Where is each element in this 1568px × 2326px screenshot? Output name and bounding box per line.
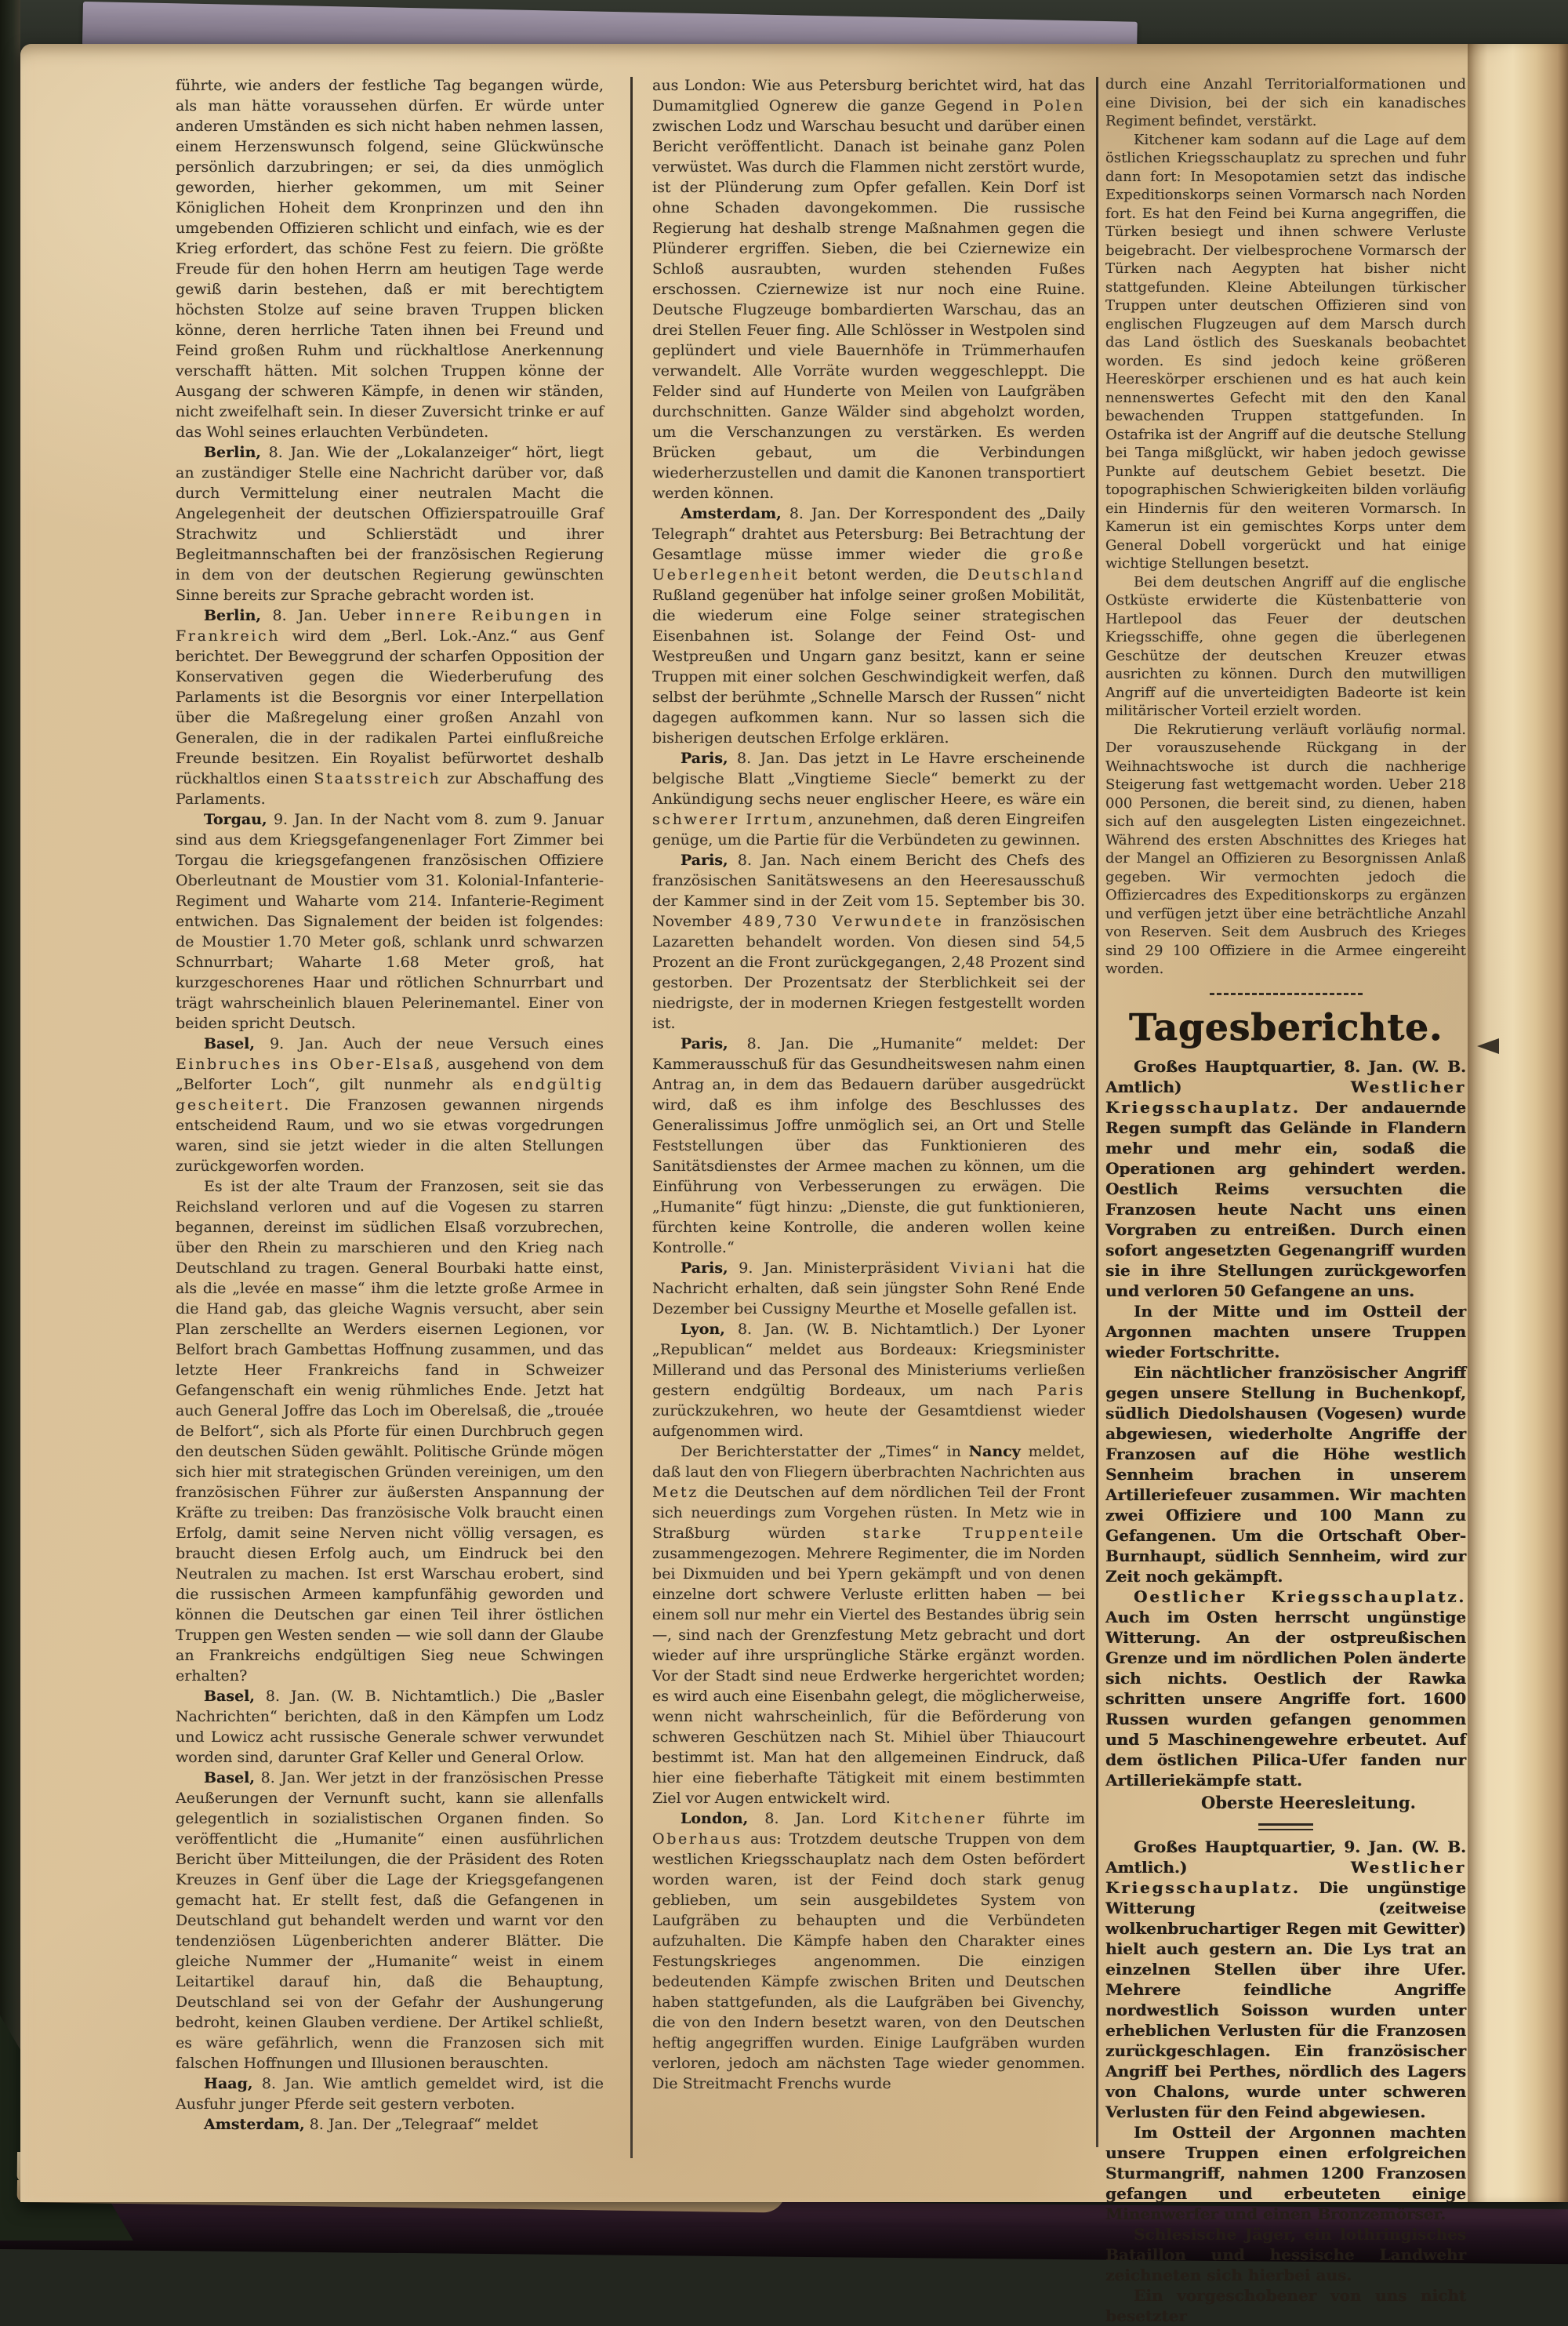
news-paragraph <box>652 75 1085 503</box>
body-text: In der Mitte und im Ostteil der Argonnen machten unsere Truppen wieder Fortschritte. <box>1105 1301 1466 1361</box>
body-text: endgültig gescheitert <box>176 1076 604 1114</box>
dateline-lead: Paris, <box>681 1035 728 1052</box>
body-text: große Ueberlegenheit <box>652 546 1085 583</box>
news-column-1 <box>176 75 604 2135</box>
body-text: Rußland gegenüber hat infolge seiner großen Mobilität, die wiederum eine Folge seiner strategischen Eisenbahnen ist. Solange der Feind Ost- und Westpreußen und Ungarn ganz besitzt, kann er seine Truppen mit einer solchen Geschwindigkeit werfen, daß selbst der berühmte „Schnelle Marsch der Russen“ nicht dagegen aufkommen kann. Nur so lassen sich die bisherigen deutschen Erfolge erklären. <box>652 587 1085 747</box>
body-text: Der andauernde Regen sumpft das Gelände in Flandern mehr und mehr ein, sodaß die Operationen arg gehindert werden. Oestlich Reims versuchten die Franzosen heute Nacht uns einen Vorgraben zu entreißen. Durch einen sofort angesetzten Gegenangriff wurden sie in ihre Stellungen zurückgeworfen und verloren 50 Gefangene an uns. <box>1105 1097 1466 1300</box>
body-text: in Polen <box>1002 97 1085 114</box>
body-text: 8. Jan. Wer jetzt in der französischen Presse Aeußerungen der Vernunft sucht, kann sie allenfalls gelegentlich in sozialistischen Organen finden. So veröffentlicht die „Humanite“ einen ausführlichen Bericht über Mitteilungen, die der Präsident des Roten Kreuzes in Genf über die Lage der Kriegsgefangenen gemacht hat. Er stellt fest, daß die Gefangenen in Deutschland gut behandelt werden und warnt vor den tendenziösen Lügenberichten anderer Blätter. Die gleiche Nummer der „Humanite“ weist in einem Leitartikel darauf hin, daß die Behauptung, Deutschland sei von der Gefahr der Aushungerung bedroht, keinen Glauben verdiene. Der Artikel schließt, es wäre gefährlich, wenn die Franzosen sich mit falschen Hoffnungen und Illusionen berauschten. <box>176 1769 604 2072</box>
dateline-lead: Paris, <box>681 750 728 767</box>
news-paragraph <box>176 809 604 1034</box>
body-text: führte im <box>986 1810 1086 1827</box>
report-paragraph <box>1105 2285 1466 2326</box>
body-text: meldet, daß laut den von Fliegern überbrachten Nachrichten aus <box>652 1443 1085 1481</box>
report-paragraph <box>1105 1837 1466 2122</box>
double-line-divider <box>1258 1823 1313 1830</box>
newspaper-page <box>20 44 1568 2325</box>
body-text: , ausgehend von dem „Belforter Loch“, gilt nunmehr als <box>176 1056 604 1093</box>
body-text: 9. Jan. Auch der neue Versuch eines <box>255 1035 604 1052</box>
body-text: Oberhaus <box>652 1830 742 1848</box>
news-paragraph <box>652 850 1085 1034</box>
dashed-section-divider <box>1210 993 1363 995</box>
body-text: 8. Jan. (W. B. Nichtamtlich.) Die „Basler Nachrichten“ berichten, daß in den Kämpfen um Lodz und Lowicz acht russische Generale schwer verwundet worden sind, darunter Graf Keller und General Orlow. <box>176 1688 604 1766</box>
dateline-lead: Paris, <box>681 852 728 869</box>
news-paragraph <box>652 1441 1085 1808</box>
dateline-lead: Amsterdam, <box>681 505 782 522</box>
body-text: Oestlicher Kriegsschauplatz. <box>1134 1586 1466 1606</box>
body-text: Kitchener <box>893 1810 987 1827</box>
body-text: durch eine Anzahl Territorialformationen und eine Division, bei der sich ein kanadisches Regiment befindet, verstärkt. <box>1105 76 1466 129</box>
body-text: Schlesische Jäger, ein lothringisches Bataillon und hessische Landwehr zeichneten sich hierbei aus. <box>1105 2224 1466 2284</box>
news-paragraph <box>652 1319 1085 1441</box>
body-text: 8. Jan. Der Korrespondent des „Daily Telegraph“ drahtet aus Petersburg: Bei Betrachtung der Gesamtlage müsse immer wieder die <box>652 505 1085 563</box>
dateline-lead: Großes Hauptquartier, <box>1134 1837 1336 1856</box>
dateline-lead: Basel, <box>204 1769 255 1786</box>
dateline-lead: Berlin, <box>204 607 262 624</box>
news-paragraph <box>176 2114 604 2135</box>
news-column-2 <box>652 75 1085 2094</box>
section-title-tagesberichte: Tagesberichte. <box>1128 1005 1443 1049</box>
dateline-lead: London, <box>681 1810 749 1827</box>
news-paragraph <box>176 1686 604 1768</box>
body-text: starke Truppenteile <box>862 1525 1085 1542</box>
body-text: 489,730 Verwundete <box>742 913 944 930</box>
body-text: 8. Jan. Wie amtlich gemeldet wird, ist die Ausfuhr junger Pferde seit gestern verboten. <box>176 2075 604 2113</box>
news-paragraph <box>1105 573 1466 721</box>
body-text: zwischen Lodz und Warschau besucht und darüber einen Bericht veröffentlicht. Danach ist beinahe ganz Polen verwüstet. Was durch die Flammen nicht zerstört wurde, ist der Plünderung zum Opfer gefallen. Kein Dorf ist ohne Schaden davongekommen. Die russische Regierung hat deshalb strenge Maßnahmen gegen die Plünderer ergriffen. Sieben, die bei Cziernewize ein Schloß ausraubten, wurden stehenden Fußes erschossen. Cziernewize ist nur noch eine Ruine. Deutsche Flugzeuge bombardierten Warschau, das an drei Stellen Feuer fing. Alle Schlösser in Westpolen sind geplündert und viele Bauernhöfe in Trümmerhaufen verwandelt. Alle Vorräte wurden weggeschleppt. Die Felder sind auf Hunderte von Meilen von Laufgräben durchschnitten. Ganze Wälder sind abgeholzt worden, um die Verschanzungen zu verstärken. Es werden Brücken gebaut, um die Verbindungen wiederherzustellen und damit die Kanonen transportiert werden können. <box>652 118 1085 502</box>
body-text: wird dem „Berl. Lok.-Anz.“ aus Genf berichtet. Der Beweggrund der scharfen Opposition der Konservativen gegen die Wiederberufung des Parlaments ist die Besorgnis vor einer Interpellation über die Maßregelung einer großen Anzahl von Generalen, die in der radikalen Partei einflußreiche Freunde besitzen. Ein Royalist befürwortet deshalb rückhaltlos einen <box>176 627 604 787</box>
body-text: Die Rekrutierung verläuft vorläufig normal. Der vorauszusehende Rückgang in der Weihnachtswoche ist durch die nachherige Steigerung fast wettgemacht worden. Ueber 218 000 Personen, die bereit sind, zu dienen, haben sich auf den ausgelegten Listen eingezeichnet. Während des ersten Abschnittes des Krieges hat der Mangel an Offizieren zu Besorgnissen Anlaß gegeben. Wir vermochten jedoch die Offiziercadres des Expeditionskorps zu ergänzen und verfügen jetzt über eine beträchtliche Anzahl von Reserven. Seit dem Ausbruch des Krieges sind 29 100 Offiziere in die Armee eingereiht worden. <box>1105 721 1466 977</box>
news-paragraph <box>176 1034 604 1176</box>
news-paragraph <box>1105 75 1466 131</box>
body-text: Ein vorgeschobener von uns nicht besetzter <box>1105 2285 1466 2325</box>
body-text: die Deutschen auf dem nördlichen Teil der Front sich neuerdings zum Vorgehen rüsten. In Metz wie in Straßburg würden <box>652 1484 1085 1542</box>
body-text: 8. Jan. (W. B. Amtlich) <box>1105 1056 1466 1096</box>
news-paragraph <box>176 2073 604 2114</box>
news-paragraph <box>176 1176 604 1686</box>
column-divider-2 <box>1096 77 1098 2147</box>
body-text: aus: Trotzdem deutsche Truppen von dem westlichen Kriegsschauplatz nach dem Osten befördert worden waren, ist der Feind doch stark genug geblieben, um sein ausgebildetes System von Laufgräben zu behaupten und die Verbündeten aufzuhalten. Die Kämpfe haben den Charakter eines Festungskrieges angenommen. Die einzigen bedeutenden Kämpfe zwischen Briten und Deutschen haben stattgefunden, als die Laufgräben bei Givenchy, die von den Indern besetzt waren, von den Deutschen heftig angegriffen wurden. Einige Laufgräben wurden verloren, jedoch am nächsten Tage wieder genommen. Die Streitmacht Frenchs wurde <box>652 1830 1085 2092</box>
body-text: Die ungünstige Witterung (zeitweise wolkenbruchartiger Regen mit Gewitter) hielt auch gestern an. Die Lys trat an einzelnen Stellen über ihre Ufer. Mehrere feindliche Angriffe nordwestlich Soisson wurden unter erheblichen Verlusten für die Franzosen zurückgeschlagen. Ein französischer Angriff bei Perthes, nördlich des Lagers von Chalons, wurde unter schweren Verlusten für den Feind abgewiesen. <box>1105 1877 1466 2121</box>
body-text: aus London: Wie aus Petersburg berichtet wird, hat das Dumamitglied Ognerew die ganze Gegend <box>652 77 1085 114</box>
body-text: Auch im Osten herrscht ungünstige Witterung. An der ostpreußischen Grenze und im nördlichen Polen änderte sich nichts. Oestlich der Rawka schritten unsere Angriffe fort. 1600 Russen wurden gefangen genommen und 5 Maschinengewehre erbeutet. Auf dem östlichen Pilica-Ufer fanden nur Artilleriekämpfe statt. <box>1105 1607 1466 1790</box>
report-paragraph <box>1105 1586 1466 1790</box>
report-paragraph <box>1105 2224 1466 2285</box>
body-text: 9. Jan. In der Nacht vom 8. zum 9. Januar sind aus dem Kriegsgefangenenlager Fort Zimmer bei Torgau die kriegsgefangenen französischen Offiziere Oberleutnant de Moustier vom 31. Kolonial-Infanterie-Regiment und Waharte vom 214. Infanterie-Regiment entwichen. Das Signalement der beiden ist folgendes: de Moustier 1.70 Meter goß, schlank unrd schwarzen Schnurrbart; Waharte 1.68 Meter groß, hat kurzgeschorenes Haar und rötlichen Schnurrbart und trägt wahrscheinlich blauen Pelerinemantel. Einer von beiden spricht Deutsch. <box>176 811 604 1032</box>
body-text: Staatsstreich <box>314 770 441 787</box>
dateline-lead: Haag, <box>204 2075 253 2092</box>
dateline-lead: Lyon, <box>681 1321 725 1338</box>
dateline-lead: Basel, <box>204 1035 255 1052</box>
body-text: Der Berichterstatter der „Times“ in <box>681 1443 969 1460</box>
news-paragraph <box>652 503 1085 748</box>
news-paragraph <box>652 748 1085 850</box>
body-text: . Die Franzosen gewannen nirgends entscheidend Raum, und wo sie etwas vorgedrungen waren, sind sie jetzt wieder in die alten Stellungen zurückgeworfen worden. <box>176 1096 604 1175</box>
body-text: Ein nächtlicher französischer Angriff gegen unsere Stellung in Buchenkopf, südlich Diedolshausen (Vogesen) wurde abgewiesen, wiederholte Angriffe der Franzosen auf die Höhe westlich Sennheim brachen in unserem Artilleriefeuer zusammen. Wir machten zwei Offiziere und 100 Mann zu Gefangenen. Um die Ortschaft Ober-Burnhaupt, südlich Sennheim, wird zur Zeit noch gekämpft. <box>1105 1362 1466 1586</box>
body-text: zusammengezogen. Mehrere Regimenter, die im Norden bei Dixmuiden und bei Ypern gekämpft und von denen einzelne dort schwere Verluste erlitten haben — bei einem soll nur mehr ein Viertel des Bestandes übrig sein—, sind nach der Grenzfestung Metz gebracht und dort wieder auf ihre ursprüngliche Stärke ergänzt worden. Vor der Stadt sind neue Erdwerke hergerichtet worden; es wird auch eine Eisenbahn gelegt, die möglicherweise, wenn nicht wahrscheinlich, für die Beförderung von schweren Geschützen nach St. Mihiel über Thiaucourt bestimmt ist. Man hat den allgemeinen Eindruck, daß hier eine fieberhafte Tätigkeit mit einem bestimmten Ziel vor Augen entwickelt wird. <box>652 1545 1085 1807</box>
body-text: 8. Jan. Der „Telegraaf“ meldet <box>304 2116 539 2133</box>
report-paragraph <box>1105 1056 1466 1301</box>
body-text: 8. Jan. (W. B. Nichtamtlich.) Der Lyoner „Republican“ meldet aus Bordeaux: Kriegsminister Millerand und das Personal des Ministeriums verließen gestern endgültig Bordeaux, um nach <box>652 1321 1085 1399</box>
dateline-lead: Paris, <box>681 1259 728 1277</box>
report-paragraph <box>1105 1362 1466 1586</box>
news-paragraph <box>176 442 604 605</box>
body-text: innere Reibungen in Frankreich <box>176 607 604 645</box>
dateline-lead: Basel, <box>204 1688 255 1705</box>
body-text: 8. Jan. Wie der „Lokalanzeiger“ hört, liegt an zuständiger Stelle eine Nachricht darüber vor, daß durch Vermittelung einer neutralen Macht die Angelegenheit der deutschen Offizierspatrouille Graf Strachwitz und Schlierstädt und ihrer Begleitmannschaften bei der französischen Regierung in dem von der deutschen Regierung gewünschten Sinne bereits zur Sprache gebracht worden ist. <box>176 444 604 604</box>
signature-oberste-heeresleitung: Oberste Heeresleitung. <box>1201 1792 1416 1812</box>
column-divider-1 <box>630 77 633 2158</box>
body-text: Einbruches ins Ober-Elsaß <box>176 1056 436 1073</box>
body-text: betont werden, die <box>799 566 967 583</box>
dateline-lead: Nancy <box>968 1443 1021 1460</box>
body-text: , anzunehmen, daß deren Eingreifen genüge, um die Partie für die Verbündeten zu gewinnen. <box>652 811 1086 849</box>
report-paragraph <box>1105 1301 1466 1362</box>
body-text: 8. Jan. Die „Humanite“ meldet: Der Kammerausschuß für das Gesundheitswesen nahm einen Antrag an, in dem das Bedauern darüber ausgedrückt wird, daß es ihm infolge des Beschlusses des Generalissimus Joffre unmöglich sei, an Ort und Stelle Feststellungen über das Funktionieren des Sanitätsdienstes der Armee machen zu können, um die Einführung von Verbesserungen zu erwägen. Die „Humanite“ fügt hinzu: „Dienste, die gut funktionieren, fürchten keine Kontrolle, die anderen wollen keine Kontrolle.“ <box>652 1035 1085 1256</box>
news-paragraph <box>652 1034 1085 1258</box>
news-paragraph <box>176 605 604 809</box>
body-text: 9. Jan. Ministerpräsident <box>728 1259 950 1277</box>
body-text: in französischen Lazaretten behandelt worden. Von diesen sind 54,5 Prozent an die Front zurückgegangen, 2,48 Prozent sind gestorben. Der Prozentsatz der Sterblichkeit sei der niedrigste, der in modernen Kriegen festgestellt worden ist. <box>652 913 1085 1032</box>
news-column-3 <box>1105 75 1466 2326</box>
body-text: 8. Jan. Das jetzt in Le Havre erscheinende belgische Blatt „Vingtieme Siecle“ bemerkt zu der Ankündigung sechs neuer englischer Heere, es wäre ein <box>652 750 1085 808</box>
dateline-lead: Amsterdam, <box>204 2116 305 2133</box>
body-text: Bei dem deutschen Angriff auf die englische Ostküste erwiderte die Küstenbatterie von Hartlepool das Feuer der deutschen Kriegsschiffe, ohne gegen die überlegenen Geschütze der deutschen Kreuzer etwas ausrichten zu können. Durch den mutwilligen Angriff auf die unverteidigten Badeorte ist kein militärischer Vorteil erzielt worden. <box>1105 573 1466 719</box>
report-paragraph <box>1105 2122 1466 2224</box>
body-text: Westlicher Kriegsschauplatz. <box>1105 1857 1466 1897</box>
body-text: 9. Jan. (W. B. Amtlich.) <box>1105 1837 1466 1877</box>
news-paragraph <box>1105 131 1466 573</box>
body-text: 8. Jan. Ueber <box>261 607 397 624</box>
body-text: Kitchener kam sodann auf die Lage auf dem östlichen Kriegsschauplatz zu sprechen und fuhr dann fort: In Mesopotamien setzt das indische Expeditionskorps seinen Vormarsch nach Norden fort. Es hat den Feind bei Kurna angegriffen, die Türken besiegt und ihnen schwere Verluste beigebracht. Der vielbesprochene Vormarsch der Türken nach Aegypten hat bisher nicht stattgefunden. Kleine Abteilungen türkischer Truppen unter deutschen Offizieren sind von englischen Flugzeugen auf dem Marsch durch das Land östlich des Sueskanals beobachtet worden. Es sind jedoch keine größeren Heereskörper erschienen und es hat auch kein nennenswertes Gefecht mit den den Kanal bewachenden Truppen stattgefunden. In Ostafrika ist der Angriff auf die deutsche Stellung bei Tanga mißglückt, wir haben jedoch gewisse Punkte auf deutschem Gebiet besetzt. Die topographischen Schwierigkeiten bilden vorläufig ein Hindernis für den weiteren Vormarsch. In Kamerun ist ein gemischtes Korps unter dem General Dobell vorgerückt und hat einige wichtige Stellungen besetzt. <box>1105 131 1466 572</box>
body-text: 8. Jan. Nach einem Bericht des Chefs des französischen Sanitätswesens an den Heeresausschuß der Kammer sind in der Zeit vom 15. September bis 30. November <box>652 852 1085 930</box>
body-text: Viviani <box>949 1259 1017 1277</box>
body-text: schwerer Irrtum <box>652 811 809 828</box>
body-text: hat die Nachricht erhalten, daß sein jüngster Sohn René Ende Dezember bei Cussigny Meurthe et Moselle gefallen ist. <box>652 1259 1086 1317</box>
dateline-lead: Torgau, <box>204 811 267 828</box>
body-text: Im Ostteil der Argonnen machten unsere Truppen einen erfolgreichen Sturmangriff, nahmen 1200 Franzosen gefangen und erbeuteten einige Minenwerfer und einen Bronzemörser. <box>1105 2122 1466 2223</box>
body-text: zurückzukehren, wo heute der Gesamtdienst wieder aufgenommen wird. <box>652 1402 1085 1440</box>
news-paragraph <box>176 75 604 442</box>
body-text: Metz <box>652 1484 699 1501</box>
book-spine-edge-left <box>0 0 20 2241</box>
news-paragraph <box>1105 721 1466 979</box>
body-text: 8. Jan. Lord <box>748 1810 894 1827</box>
body-text: Paris <box>1036 1382 1085 1399</box>
body-text: führte, wie anders der festliche Tag begangen würde, als man hätte voraussehen dürfen. Er würde unter anderen Umständen es sich nicht haben nehmen lassen, einem Herzenswunsch folgend, seine Glückwünsche persönlich darzubringen; er sei, da dies unmöglich geworden, hierher gekommen, um mit Seiner Königlichen Hoheit dem Kronprinzen und den ihn umgebenden Offizieren schlicht und einfach, wie es der Krieg erfordert, das schöne Fest zu feiern. Die größte Freude für den hohen Herrn am heutigen Tage werde gewiß darin bestehen, daß er mit berechtigtem höchsten Stolze auf seine braven Truppen blicken könne, deren herrliche Taten ihnen bei Freund und Feind großen Ruhm und rückhaltlose Anerkennung verschafft hätten. Mit solchen Truppen könne der Ausgang der schweren Kämpfe, in denen wir ständen, nicht zweifelhaft sein. In dieser Zuversicht trinke er auf das Wohl seines erlauchten Verbündeten. <box>176 77 604 441</box>
news-paragraph <box>176 1768 604 2073</box>
news-paragraph <box>652 1258 1085 1319</box>
dateline-lead: Berlin, <box>204 444 262 461</box>
body-text: Westlicher Kriegsschauplatz. <box>1105 1077 1466 1117</box>
dateline-lead: Großes Hauptquartier, <box>1134 1056 1336 1076</box>
body-text: Deutschland <box>967 566 1085 583</box>
body-text: zur Abschaffung des Parlaments. <box>176 770 604 808</box>
body-text: Es ist der alte Traum der Franzosen, seit sie das Reichsland verloren und auf die Vogesen zu starren begannen, dereinst im südlichen Elsaß vorzubrechen, über den Rhein zu marschieren und den Krieg nach Deutschland zu tragen. General Bourbaki hatte einst, als die „levée en masse“ ihm die letzte große Armee in die Hand gab, das gleiche Wagnis versucht, aber sein Plan zerschellte an Werders eisernen Legionen, vor Belfort brach Gambettas Hoffnung zusammen, und das letzte Heer Frankreichs fand in Schweizer Gefangenschaft ein wenig rühmliches Ende. Jetzt hat auch General Joffre das Loch im Oberelsaß, die „trouée de Belfort“, sich als Pforte für einen Durchbruch gegen den deutschen Süden gewählt. Politische Gründe mögen sich hier mit strategischen Gründen vereinigen, um den französischen Führer zur äußersten Anspannung der Kräfte zu treiben: Das französische Volk braucht einen Erfolg, damit seine Nerven nicht völlig versagen, es braucht diesen Erfolg auch, um Eindruck bei den Neutralen zu machen. Ist erst Warschau erobert, sind die russischen Armeen kampfunfähig geworden und können die Deutschen gar einen Teil ihrer östlichen Truppen gen Westen senden — wie soll dann der Glaube an Frankreichs endgültigen Sieg neue Schwingen erhalten? <box>176 1178 604 1685</box>
page-curl-right <box>1468 44 1568 2202</box>
news-paragraph <box>652 1808 1085 2094</box>
